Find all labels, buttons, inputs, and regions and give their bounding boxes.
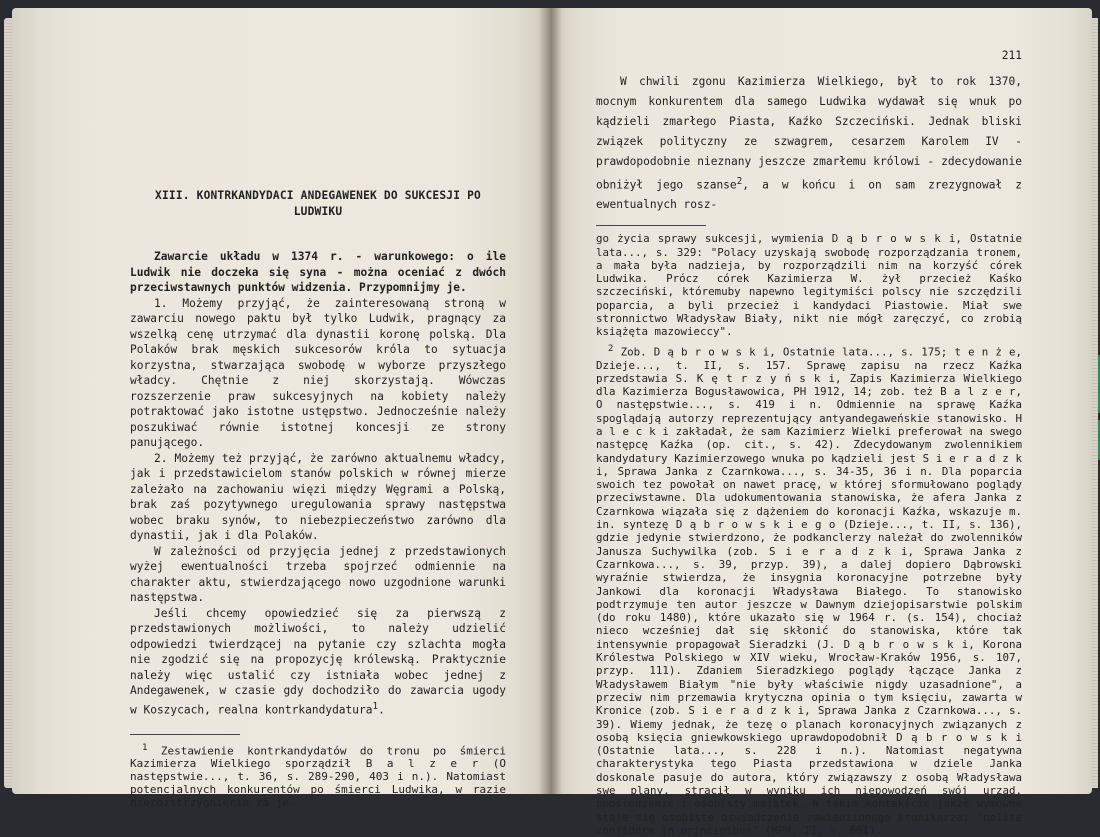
paragraph-point-2: 2. Możemy też przyjąć, że zarówno aktualnemu władcy, jak i przedstawicielom stanów polskich w równej mierze zależało na zachowaniu więzi między Węgrami a Polską, brak zaś pozytywnego uregulowania sprawy następstwa wobec braku synów, to niebezpieczeństwo zarówno dla dynastii, jak i dla Polaków. (130, 451, 506, 542)
footnote-2 (596, 343, 1022, 837)
paragraph-counter-candidacy-text: Jeśli chcemy opowiedzieć się za pierwszą z przedstawionych możliwości, to należy udzielić odpowiedzi twierdzącej na pytanie czy szlachta mogła nie zgodzić się na propozycję królewską. Praktycznie należy więc ustalić czy istniała wobec jednej z Andegawenek, w czasie gdy dochodziło do zawarcia ugody w Koszycach, realna kontrkandydatura (130, 606, 506, 717)
paragraph-kazko-text: W chwili zgonu Kazimierza Wielkiego, był to rok 1370, mocnym konkurentem dla samego Ludwika wydawał się wnuk po kądzieli zmarłego Piasta, Kaźko Szczeciński. Jednak bliski związek polityczny ze szwagrem, cesarzem Karolem IV - prawdopodobnie nieznany jeszcze zmarłemu królowi - zdecydowanie obniżył jego szanse (596, 74, 1022, 192)
paragraph-counter-candidacy (130, 606, 506, 718)
paragraph-kazko (596, 72, 1022, 216)
paragraph-intro: Zawarcie układu w 1374 r. - warunkowego: o ile Ludwik nie doczeka się syna - można oceniać z dwóch przeciwstawnych punktów widzenia. Przypomnijmy je. (130, 250, 506, 294)
footnote-ref-2: 2 (736, 175, 743, 187)
footnote-number: 1 (142, 741, 148, 753)
footnote-2-number: 2 (608, 343, 614, 354)
paragraph-end-mark: . (378, 703, 385, 717)
chapter-heading: XIII. KONTRKANDYDACI ANDEGAWENEK DO SUKCESJI PO LUDWIKU (155, 189, 481, 218)
footnote-divider-right (596, 225, 706, 226)
paragraph-kazko-end: , a w końcu i on sam zrezygnował z ewentualnych rosz- (596, 178, 1022, 212)
paragraph-point-1: 1. Możemy przyjąć, że zainteresowaną stroną w zawarciu nowego paktu był tylko Ludwik, pragnący za wszelką cenę utrzymać dla dynastii koronę polską. Dla Polaków brak męskich sukcesorów króla to sytuacja korzystna, stwarzająca swobodę w wyborze przyszłego władcy. Chętnie z niej skorzystają. Wówczas rozszerzenie praw sukcesyjnych na kobiety należy potraktować jako istotne ustępstwo. Jednocześnie należy poszukiwać równie istotnej koncesji ze strony panującego. (130, 296, 506, 449)
footnote-1-continuation: go życia sprawy sukcesji, wymienia D ą b r o w s k i, Ostatnie lata..., s. 329: "Polacy uzyskają swobodę rozporządzania tronem, a mała była nadzieja, by rozporządzili nim na korzyść córek Ludwika. Prócz córek Kazimierza W. żył przecież Kaśko szczeciński, któremuby napewno legitymiści polscy nie szczędzili poparcia, a byli przecież i kandydaci Piastowie. Miał swe stronnictwo Władysław Biały, nikt nie mógł zaręczyć, co zrobią książęta mazowieccy". (596, 232, 1022, 339)
footnote-1 (130, 741, 506, 810)
page-number: 211 (1001, 49, 1022, 62)
left-page (12, 8, 550, 810)
footnote-ref-1: 1 (372, 700, 379, 712)
footnote-2-text: Zob. D ą b r o w s k i, Ostatnie lata..., s. 175; t e n ż e, Dzieje..., t. II, s. 157. Sprawę zapisu na rzecz Kaźka przedstawia S. K ę t r z y ń s k i, Zapis Kazimierza Wielkiego dla Kazimierza Bogusławowica, PH 1912, 14; zob. też B a l z e r, O następstwie..., s. 419 i n. Odmiennie na sprawę Kaźka spoglądają autorzy reprezentujący antyandegaweńskie stanowisko. H a l e c k i zakładał, że sam Kazimierz Wielki preferował na swego następcę Kaźka (op. cit., s. 42). Zdecydowanym zwolennikiem kandydatury Kazimierzowego wnuka po kądzieli jest S i e r a d z k i, Sprawa Janka z Czarnkowa..., s. 34-35, 36 i n. Dla poparcia swoich tez powołał on nawet pracę, w której sformułowano poglądy przeciwstawne. Dla udokumentowania stanowiska, że afera Janka z Czarnkowa wiązała się z dążeniem do koronacji Kaźka, wskazuje m. in. syntezę D ą b r o w s k i e g o (Dzieje..., t. II, s. 136), gdzie jedynie stwierdzono, że podkanclerzy należał do zwolenników Janusza Suchywilka (zob. S i e r a d z k i, Sprawa Janka z Czarnkowa..., s. 39, przyp. 39), a dalej dopiero Dąbrowski wyraźnie stwierdza, że insygnia koronacyjne potrzebne były Jankowi dla koronacji Władysława Białego. To stanowisko podtrzymuje ten autor jeszcze w Dawnym dziejopisarstwie polskim (do roku 1480), które ukazało się w 1964 r. (s. 154), chociaż nieco wcześniej dał się skłonić do stanowiska, które tak intensywnie propagował Sieradzki (J. D ą b r o w s k i, Korona Królestwa Polskiego w XIV wieku, Wrocław-Kraków 1956, s. 107, przyp. 111). Zdaniem Sieradzkiego poglądy łączące Janka z Władysławem Białym "nie były właściwie nigdy uzasadnione", a przeciw nim przemawia krytyczna opinia o tym księciu, zawarta w Kronice (zob. S i e r a d z k i, Sprawa Janka z Czarnkowa..., s. 39). Wiemy jednak, że tezę o planach koronacyjnych związanych z osobą księcia gniewkowskiego uprawdopodobnił D ą b r o w s k i (Ostatnie lata..., s. 228 i n.). Natomiast negatywna charakterystyka tego Piasta przedstawiona w dziele Janka doskonale pasuje do autora, który związawszy z osobą Władysława swe plany, stracił w wyniku ich niepowodzeń swój urząd, upośledzenie i osobisty majątek. W takim kontekście jakże wymowne staje się osobiste oświadczenie zawiedzionego kronikarza: "nolite confidere in principibus" (MPH, II, s. 661). (596, 345, 1022, 837)
paragraph-dependence: W zależności od przyjęcia jednej z przedstawionych wyżej ewentualności trzeba spojrzeć odmiennie na charakter aktu, stwierdzającego nowo uzgodnione warunki następstwa. (130, 544, 506, 604)
footnote-divider (130, 734, 240, 735)
footnote-1-text: Zestawienie kontrkandydatów do tronu po śmierci Kazimierza Wielkiego sporządził B a l z e r (O następstwie..., t. 36, s. 289-290, 403 i n.). Natomiast potencjalnych konkurentów po śmierci Ludwika, w razie nierozstrzygnięcia za je- (130, 744, 506, 810)
right-page (550, 8, 1092, 837)
open-book (12, 8, 1092, 837)
